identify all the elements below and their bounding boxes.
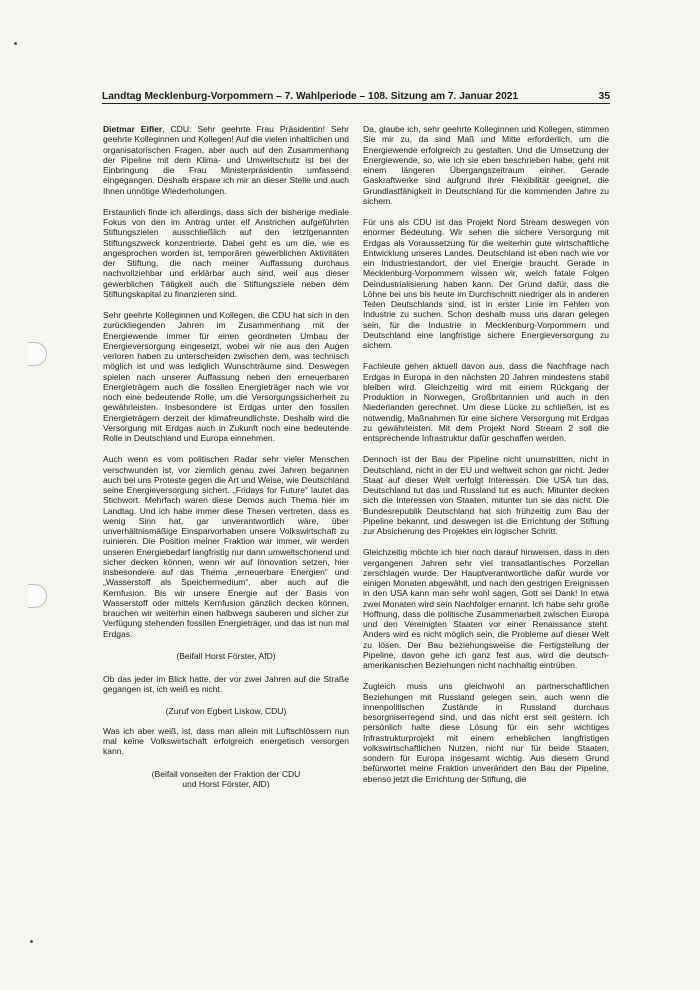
- paragraph: Ob das jeder im Blick hatte, der vor zwei Jahren auf die Straße gegangen ist, ich weiß es nicht.: [103, 674, 349, 695]
- right-column: [363, 124, 609, 795]
- paragraph: Für uns als CDU ist das Projekt Nord Stream deswegen von enormer Bedeutung. Wir sehen die sichere Versorgung mit Erdgas als Voraussetzung für die weiterhin gute wirtschaftliche Entwicklung unseres Landes. Deutschland ist eben nach wie vor ein Industriestandort, der viel Energie braucht. Gerade in Mecklenburg-Vorpommern wissen wir, welch fatale Folgen Deindustrialisierung haben kann. Der Grund dafür, dass die Löhne bei uns bis heute im Durchschnitt niedriger als in anderen Teilen Deutschlands sind, ist in erster Linie im Fehlen von Industrie zu suchen. Schon deshalb muss uns daran gelegen sein, für die Industrie in Mecklenburg-Vorpommern und Deutschland eine langfristige sichere Energieversorgung zu sichern.: [363, 217, 609, 350]
- scan-speck: [30, 940, 33, 943]
- interjection-note: [103, 769, 349, 790]
- punch-hole-bottom: [28, 584, 47, 608]
- paragraph: [103, 124, 349, 196]
- speech-text: , CDU: Sehr geehrte Frau Präsidentin! Sehr geehrte Kolleginnen und Kollegen! Auf die vielen inhaltlichen und organisatorischen Fragen, aber auch auf den Zusammenhang der Pipeline mit dem Klima- und Umweltschutz ist bei der Einbringung die Frau Ministerpräsidentin umfassend eingegangen. Deshalb erspare ich mir an dieser Stelle und auch Ihnen unnötige Wiederholungen.: [103, 124, 349, 196]
- paragraph: Fachleute gehen aktuell davon aus, dass die Nachfrage nach Erdgas in Europa in den nächsten 20 Jahren mindestens stabil bleiben wird. Gleichzeitig wird mit einem Rückgang der Produktion in Norwegen, Großbritannien und auch in den Niederlanden gerechnet. Um diese Lücke zu schließen, ist es notwendig, Maßnahmen für eine sichere Versorgung mit Erdgas zu gewährleisten. Mit dem Projekt Nord Stream 2 soll die entsprechende Infrastruktur dafür geschaffen werden.: [363, 361, 609, 443]
- page-header: [102, 84, 610, 104]
- note-line: und Horst Förster, AfD): [182, 778, 270, 789]
- left-column: [103, 124, 349, 802]
- paragraph: Da, glaube ich, sehr geehrte Kolleginnen und Kollegen, stimmen Sie mir zu, da sind Maß und Mitte erforderlich, um die Energiewende erfolgreich zu gestalten. Und die Umsetzung der Energiewende, so, wie ich sie eben beschrieben habe, geht mit einem längeren Übergangszeitraum einher. Gerade Gaskraftwerke sind aufgrund ihrer Flexibilität geeignet, die Grundlastfähigkeit in Deutschland für die kommenden Jahre zu sichern.: [363, 124, 609, 206]
- speaker-name: Dietmar Eifler: [103, 124, 163, 134]
- paragraph: Dennoch ist der Bau der Pipeline nicht unumstritten, nicht in Deutschland, nicht in der EU und weltweit schon gar nicht. Jeder Staat auf dieser Welt verfolgt Interessen. Die USA tun das, Deutschland tut das und Russland tut es auch. Mitunter decken sich die Interessen von Staaten, mitunter tun sie das nicht. Die Bundesrepublik Deutschland hat sich frühzeitig zum Bau der Pipeline bekannt, und deswegen ist die Errichtung der Stiftung zur Absicherung des Projektes ein logischer Schritt.: [363, 454, 609, 536]
- note-line: (Beifall vonseiten der Fraktion der CDU: [151, 768, 301, 779]
- page-number: 35: [598, 91, 610, 102]
- interjection-note: (Zuruf von Egbert Liskow, CDU): [165, 705, 287, 716]
- paragraph: Sehr geehrte Kolleginnen und Kollegen, die CDU hat sich in den zurückliegenden Jahren im Zusammenhang mit der Energiewende immer für einen geordneten Umbau der Energieversorgung eingesetzt, wobei wir nie aus den Augen verloren haben zu unterscheiden zwischen dem, was technisch möglich ist und was lediglich Wunschträume sind. Deswegen spielen nach unserer Auffassung neben den erneuerbaren Energieträgern auch die fossilen Energieträger nach wie vor noch eine bedeutende Rolle, um die Versorgungssicherheit zu gewährleisten. Insbesondere ist Erdgas unter den fossilen Energieträgern derzeit der klimafreundlichste. Deshalb wird die Versorgung mit Erdgas auch in Zukunft noch eine bedeutende Rolle in Deutschland und Europa einnehmen.: [103, 310, 349, 443]
- paragraph: Erstaunlich finde ich allerdings, dass sich der bisherige mediale Fokus von den im Antrag unter elf Anstrichen aufgeführten Stiftungszielen ausschließlich auf den letztgenannten Stiftungszweck konzentrierte. Dabei geht es um die, wie es angesprochen worden ist, temporären gewerblichen Aktivitäten der Stiftung, die nach meiner Auffassung durchaus nachvollziehbar und erklärbar auch sind, weil aus dieser gewerblichen Tätigkeit auch die Stiftungsziele neben dem Stiftungskapital zu finanzieren sind.: [103, 206, 349, 299]
- paragraph: Gleichzeitig möchte ich hier noch darauf hinweisen, dass in den vergangenen Jahren sehr viel transatlantisches Porzellan zerschlagen wurde. Der Hauptverantwortliche dafür wurde vor einigen Monaten abgewählt, und nach den gestrigen Ereignissen in den USA kann man sehr wohl sagen, Gott sei Dank! In etwa zwei Monaten wird sein Nachfolger ernannt. Ich habe sehr große Hoffnung, dass die politische Zusammenarbeit zwischen Europa und den Vereinigten Staaten vor einer Renaissance steht. Anders wird es nicht möglich sein, die Probleme auf dieser Welt zu lösen. Der Bau beziehungsweise die Fertigstellung der Pipeline, davon gehe ich ganz fest aus, wird die deutsch-amerikanischen Beziehungen nicht nachhaltig eintrüben.: [363, 547, 609, 670]
- paragraph: Was ich aber weiß, ist, dass man allein mit Luftschlössern nun mal keine Volkswirtschaft erfolgreich energetisch versorgen kann.: [103, 725, 349, 757]
- paragraph: Auch wenn es vom politischen Radar sehr vieler Menschen verschwunden ist, vor ziemlich genau zwei Jahren begannen auch bei uns Proteste gegen die Art und Weise, wie Deutschland seine Energieversorgung sichert. „Fridays for Future“ lautet das Stichwort. Mehrfach waren diese Demos auch Thema hier im Landtag. Und ich habe immer diese Thesen vertreten, dass es wenig Sinn hat, gar unverantwortlich wäre, über unverhältnismäßige Einsparvorhaben unsere Volkswirtschaft zu ruinieren. Die Position meiner Fraktion war immer, wir werden unseren Energiebedarf langfristig nur dann umweltschonend und sicher decken können, wenn wir auf Innovation setzen, hier insbesondere auf das Thema „erneuerbare Energien“ und „Wasserstoff als Speichermedium“, aber auch auf die Kernfusion. Bis wir unsere Energie auf der Basis von Wasserstoff oder mittels Kernfusion gänzlich decken können, brauchen wir weiterhin einen halbwegs sauberen und sicher zur Verfügung stehenden fossilen Energieträger, und das ist nun mal Erdgas.: [103, 454, 349, 639]
- scan-speck: [14, 42, 17, 45]
- interjection-note: (Beifall Horst Förster, AfD): [176, 650, 276, 661]
- paragraph: Zugleich muss uns gleichwohl an partnerschaftlichen Beziehungen mit Russland gelegen sein, auch wenn die innenpolitischen Zustände in Russland durchaus besorgniserregend sind, und das nicht erst seit gestern. Ich persönlich halte diese Lösung für ein sehr wichtiges Infrastrukturprojekt mit einem erheblichen langfristigen volkswirtschaftlichen Nutzen, nicht nur für beide Staaten, sondern für Europa insgesamt wichtig. Aus diesem Grund befürwortet meine Fraktion unverändert den Bau der Pipeline, ebenso jetzt die Errichtung der Stiftung, die: [363, 681, 609, 784]
- punch-hole-top: [28, 342, 47, 366]
- header-title: Landtag Mecklenburg-Vorpommern – 7. Wahlperiode – 108. Sitzung am 7. Januar 2021: [102, 91, 519, 102]
